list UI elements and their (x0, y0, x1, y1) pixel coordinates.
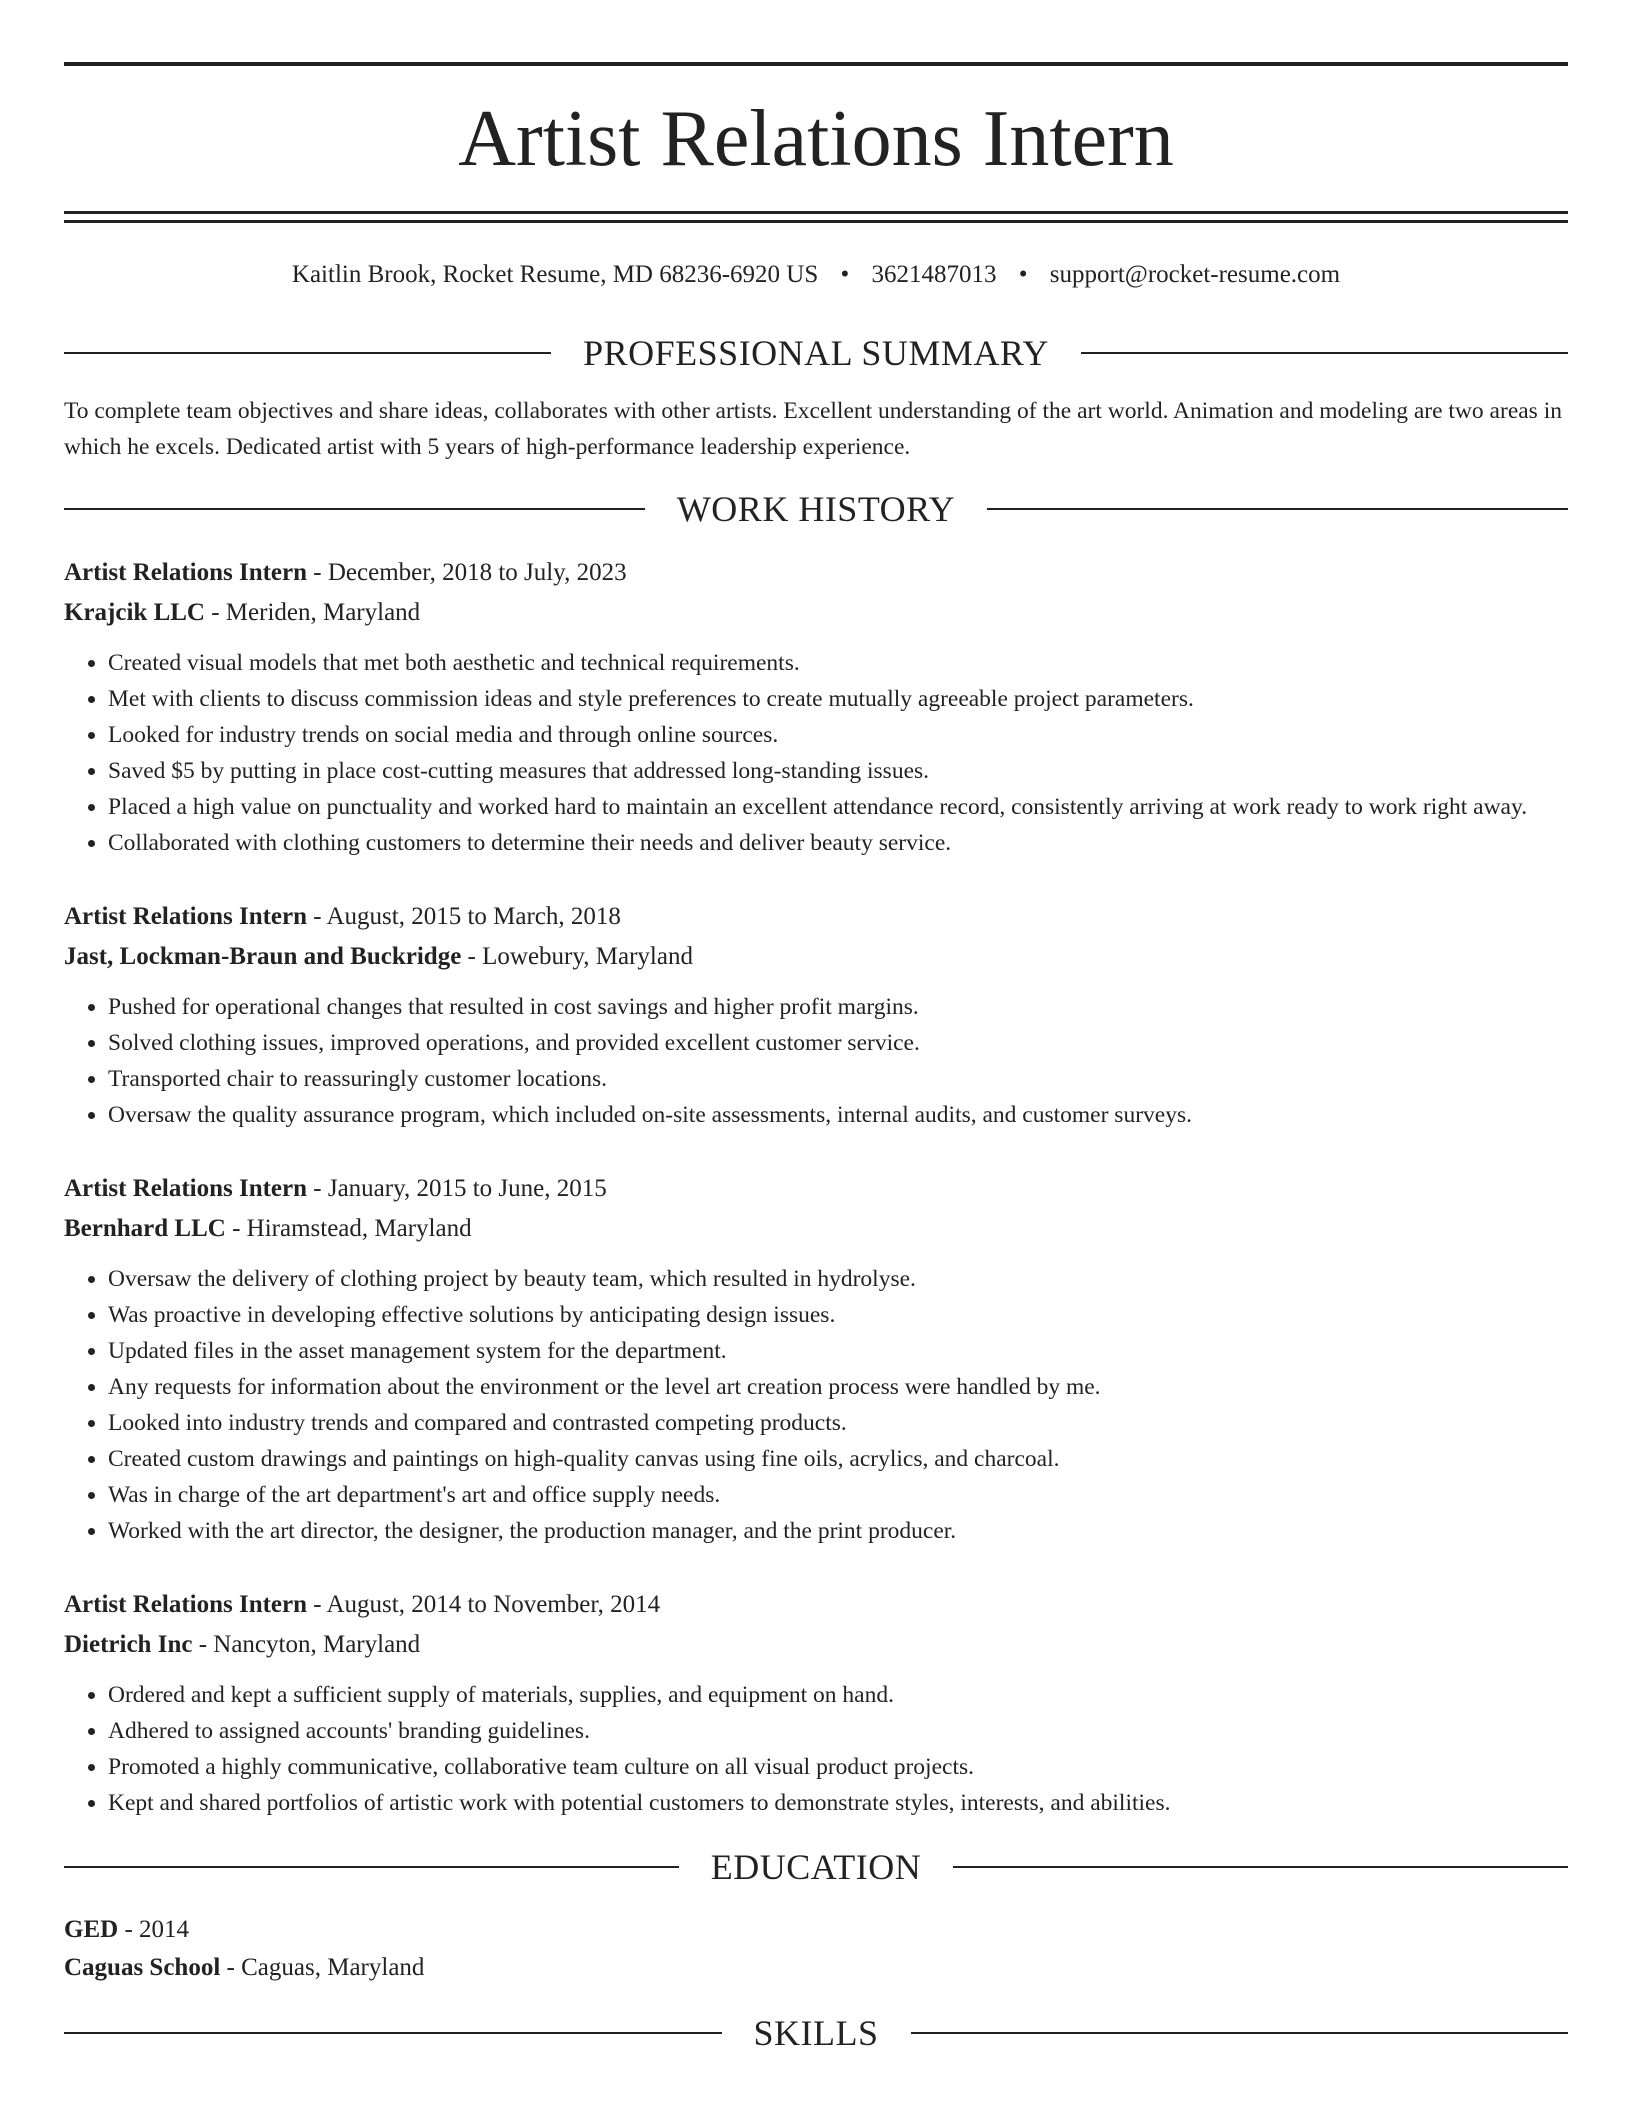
job-dates: - August, 2014 to November, 2014 (307, 1591, 661, 1618)
job-bullet-list (64, 645, 1568, 861)
job-bullet: • Was proactive in developing effective solutions by anticipating design issues. (108, 1297, 1568, 1333)
section-heading-skills (64, 2011, 1568, 2055)
job-location: - Nancyton, Maryland (192, 1631, 421, 1658)
section-heading-work-history (64, 487, 1568, 531)
title-double-rule (64, 211, 1568, 223)
section-title: SKILLS (753, 2013, 879, 2053)
contact-address: Kaitlin Brook, Rocket Resume, MD 68236-6920 US (291, 261, 819, 288)
heading-rule (987, 508, 1568, 510)
job-company-line (64, 937, 1568, 977)
job-dates: - December, 2018 to July, 2023 (307, 559, 627, 586)
job-bullet: • Created visual models that met both aesthetic and technical requirements. (108, 645, 1568, 681)
job-title: Artist Relations Intern (64, 903, 308, 930)
education-location: - Caguas, Maryland (220, 1954, 425, 1981)
education-school-line (64, 1949, 1568, 1987)
job-title: Artist Relations Intern (64, 1591, 308, 1618)
job-title-line (64, 1585, 1568, 1625)
job-entry (64, 553, 1568, 861)
job-bullet: • Placed a high value on punctuality and worked hard to maintain an excellent attendance record, consistently arriving at work ready to work right away. (108, 789, 1568, 825)
job-bullet: • Solved clothing issues, improved operations, and provided excellent customer service. (108, 1025, 1568, 1061)
contact-line (64, 257, 1568, 293)
job-bullet-list (64, 1677, 1568, 1821)
job-bullet: • Created custom drawings and paintings on high-quality canvas using fine oils, acrylics, and charcoal. (108, 1441, 1568, 1477)
education-degree: GED (64, 1916, 119, 1943)
job-bullet-list (64, 989, 1568, 1133)
job-bullet: • Looked for industry trends on social media and through online sources. (108, 717, 1568, 753)
job-title: Artist Relations Intern (64, 1175, 308, 1202)
job-bullet: • Was in charge of the art department's art and office supply needs. (108, 1477, 1568, 1513)
job-bullet: • Looked into industry trends and compared and contrasted competing products. (108, 1405, 1568, 1441)
job-title: Artist Relations Intern (64, 559, 308, 586)
section-heading-summary (64, 331, 1568, 375)
education-degree-line (64, 1911, 1568, 1949)
job-entry (64, 897, 1568, 1133)
heading-rule (64, 2032, 722, 2034)
job-entry (64, 1585, 1568, 1821)
section-heading-education (64, 1845, 1568, 1889)
job-bullet: • Adhered to assigned accounts' branding guidelines. (108, 1713, 1568, 1749)
job-bullet: • Promoted a highly communicative, collaborative team culture on all visual product projects. (108, 1749, 1568, 1785)
job-company: Krajcik LLC (64, 599, 205, 626)
job-bullet: • Oversaw the quality assurance program, which included on-site assessments, internal audits, and customer surveys. (108, 1097, 1568, 1133)
job-bullet: • Pushed for operational changes that resulted in cost savings and higher profit margins. (108, 989, 1568, 1025)
job-title-line (64, 897, 1568, 937)
job-bullet: • Collaborated with clothing customers to determine their needs and deliver beauty service. (108, 825, 1568, 861)
job-title-line (64, 553, 1568, 593)
contact-separator: • (840, 261, 850, 288)
job-company: Dietrich Inc (64, 1631, 193, 1658)
heading-rule (64, 1866, 679, 1868)
job-location: - Meriden, Maryland (204, 599, 421, 626)
job-company-line (64, 593, 1568, 633)
job-company-line (64, 1625, 1568, 1665)
contact-separator: • (1018, 261, 1028, 288)
job-dates: - January, 2015 to June, 2015 (307, 1175, 607, 1202)
education-entry (64, 1911, 1568, 1987)
job-bullet-list (64, 1261, 1568, 1549)
job-bullet: • Saved $5 by putting in place cost-cutting measures that addressed long-standing issues. (108, 753, 1568, 789)
job-bullet: • Oversaw the delivery of clothing project by beauty team, which resulted in hydrolyse. (108, 1261, 1568, 1297)
job-bullet: • Ordered and kept a sufficient supply of materials, supplies, and equipment on hand. (108, 1677, 1568, 1713)
job-bullet: • Transported chair to reassuringly customer locations. (108, 1061, 1568, 1097)
job-bullet: • Met with clients to discuss commission ideas and style preferences to create mutually agreeable project parameters. (108, 681, 1568, 717)
resume-title: Artist Relations Intern (458, 94, 1174, 183)
summary-text: To complete team objectives and share ideas, collaborates with other artists. Excellent understanding of the art world. Animation and modeling are two areas in which he excels. Dedicated artist with 5 years of high-performance leadership experience. (64, 398, 1562, 460)
job-bullet: • Any requests for information about the environment or the level art creation process were handled by me. (108, 1369, 1568, 1405)
job-location: - Lowebury, Maryland (461, 943, 693, 970)
job-entry (64, 1169, 1568, 1549)
job-location: - Hiramstead, Maryland (225, 1215, 472, 1242)
heading-rule (64, 352, 551, 354)
section-title: EDUCATION (710, 1847, 922, 1887)
section-title: PROFESSIONAL SUMMARY (583, 333, 1049, 373)
job-company: Bernhard LLC (64, 1215, 226, 1242)
section-title: WORK HISTORY (676, 489, 956, 529)
job-bullet: • Updated files in the asset management system for the department. (108, 1333, 1568, 1369)
education-school: Caguas School (64, 1954, 221, 1981)
job-company-line (64, 1209, 1568, 1249)
job-company: Jast, Lockman-Braun and Buckridge (64, 943, 462, 970)
heading-rule (1081, 352, 1568, 354)
contact-phone: 3621487013 (871, 261, 997, 288)
job-title-line (64, 1169, 1568, 1209)
job-bullet: • Worked with the art director, the designer, the production manager, and the print producer. (108, 1513, 1568, 1549)
job-bullet: • Kept and shared portfolios of artistic work with potential customers to demonstrate styles, interests, and abilities. (108, 1785, 1568, 1821)
work-history-list (64, 553, 1568, 1821)
heading-rule (953, 1866, 1568, 1868)
job-dates: - August, 2015 to March, 2018 (307, 903, 621, 930)
heading-rule (64, 508, 645, 510)
heading-rule (911, 2032, 1569, 2034)
contact-email: support@rocket-resume.com (1049, 261, 1341, 288)
education-year: - 2014 (118, 1916, 190, 1943)
